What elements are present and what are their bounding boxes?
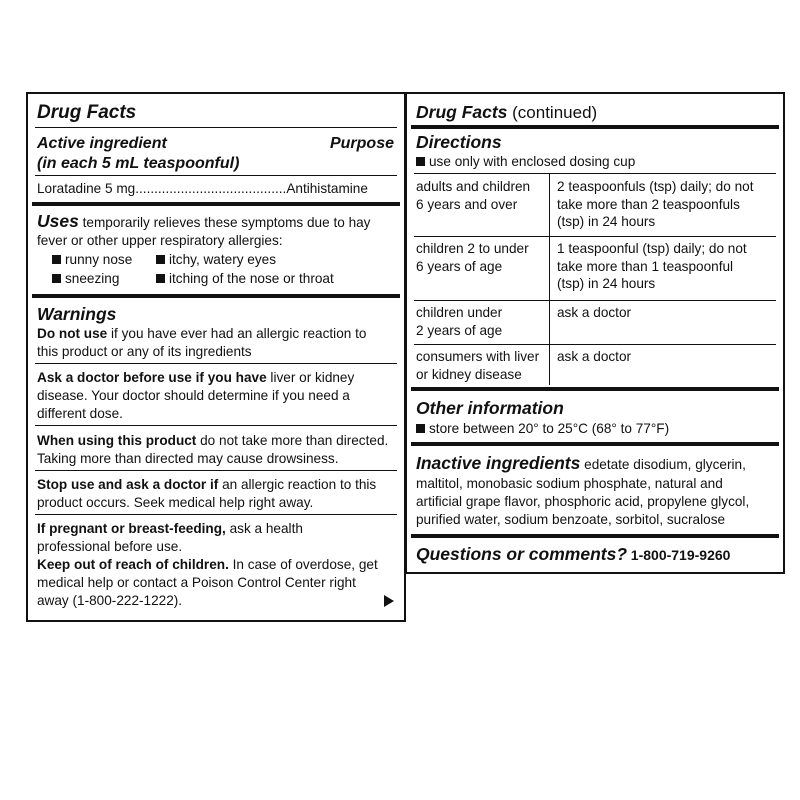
other-info-heading: Other information (416, 398, 564, 418)
uses-heading: Uses (37, 211, 79, 231)
warnings-heading: Warnings (37, 304, 117, 324)
bullet-icon (52, 274, 61, 283)
table-row-who: children under 2 years of age (416, 305, 503, 338)
purpose-heading: Purpose (329, 135, 394, 152)
symptom-item: itchy, watery eyes (156, 251, 276, 269)
do-not-use-line-1: Do not use if you have ever had an allergic reaction to (37, 326, 367, 341)
section-divider (411, 534, 779, 538)
inactive-line-2: maltitol, monobasic sodium phosphate, natural and (416, 476, 723, 491)
bullet-icon (52, 255, 61, 264)
table-row-dose: ask a doctor (557, 305, 632, 320)
keep-out-line-1: Keep out of reach of children. In case of overdose, get (37, 557, 378, 572)
bullet-icon (156, 255, 165, 264)
table-row-who: adults and children 6 years and over (416, 179, 531, 212)
symptom-item: sneezing (52, 270, 119, 288)
ask-doctor-line-2: disease. Your doctor should determine if you need a (37, 388, 350, 403)
table-row-dose: 2 teaspoonfuls (tsp) daily; do not take more than 2 teaspoonfuls (tsp) in 24 hours (557, 179, 754, 229)
table-border (414, 173, 776, 174)
ingredient-dots: ........................................ (135, 181, 287, 196)
uses-line-1 (37, 211, 370, 232)
divider (35, 470, 397, 471)
bullet-icon (416, 157, 425, 166)
divider (35, 425, 397, 426)
ingredient-line (37, 180, 397, 198)
pregnant-line-1: If pregnant or breast-feeding, ask a health (37, 521, 303, 536)
when-using-line-1: When using this product do not take more than directed. (37, 433, 389, 448)
symptom-item: itching of the nose or throat (156, 270, 334, 288)
drug-facts-continued-title: Drug Facts (continued) (416, 102, 598, 122)
keep-out-line-2: medical help or contact a Poison Control Center right (37, 575, 356, 590)
section-divider (411, 442, 779, 446)
questions-heading: Questions or comments? (416, 544, 628, 564)
inactive-line-3: artificial grape flavor, phosphoric acid, propylene glycol, (416, 494, 750, 509)
table-row-dose: 1 teaspoonful (tsp) daily; do not take more than 1 teaspoonful (tsp) in 24 hours (557, 241, 747, 291)
bullet-icon (416, 424, 425, 433)
continue-arrow-icon (384, 595, 394, 607)
uses-text: temporarily relieves these symptoms due to hay (82, 215, 371, 230)
stop-use-line-2: product occurs. Seek medical help right away. (37, 495, 314, 510)
table-row-dose: ask a doctor (557, 349, 632, 364)
bullet-icon (156, 274, 165, 283)
active-ingredient-subheading: (in each 5 mL teaspoonful) (37, 155, 240, 172)
divider (35, 363, 397, 364)
keep-out-line-3: away (1-800-222-1222). (37, 593, 183, 608)
section-divider (32, 294, 400, 298)
other-info-text: store between 20° to 25°C (68° to 77°F) (416, 420, 669, 438)
active-ingredient-heading: Active ingredient (37, 135, 167, 152)
table-column-divider (549, 173, 550, 385)
ingredient-name: Loratadine 5 mg (37, 181, 136, 196)
section-divider (411, 125, 779, 129)
ask-doctor-line-1: Ask a doctor before use if you have liver or kidney (37, 370, 355, 385)
ask-doctor-line-3: different dose. (37, 406, 123, 421)
section-divider (411, 387, 779, 391)
table-row-divider (414, 344, 776, 345)
do-not-use-line-2: this product or any of its ingredients (37, 344, 252, 359)
stop-use-line-1: Stop use and ask a doctor if an allergic reaction to this (37, 477, 377, 492)
divider (35, 514, 397, 515)
drug-facts-title: Drug Facts (37, 102, 137, 123)
pregnant-line-2: professional before use. (37, 539, 183, 554)
directions-heading: Directions (416, 132, 502, 152)
uses-line-2: fever or other upper respiratory allergies: (37, 233, 283, 248)
questions-phone: 1-800-719-9260 (630, 547, 731, 563)
questions-line (416, 544, 730, 565)
inactive-heading: Inactive ingredients (416, 453, 581, 473)
ingredient-purpose: Antihistamine (286, 181, 368, 196)
when-using-line-2: Taking more than directed may cause drowsiness. (37, 451, 339, 466)
table-row-divider (414, 300, 776, 301)
inactive-line-1: Inactive ingredients edetate disodium, glycerin, (416, 453, 746, 473)
symptom-item: runny nose (52, 251, 132, 269)
section-divider (32, 202, 400, 206)
table-row-who: children 2 to under 6 years of age (416, 241, 529, 274)
inactive-line-4: purified water, sodium benzoate, sorbitol, sucralose (416, 512, 726, 527)
directions-note: use only with enclosed dosing cup (416, 153, 635, 171)
divider (35, 127, 397, 128)
drug-facts-panel-right (405, 92, 785, 574)
divider (35, 175, 397, 176)
drug-facts-panel-left (26, 92, 406, 622)
table-row-divider (414, 236, 776, 237)
table-row-who: consumers with liver or kidney disease (416, 349, 540, 382)
